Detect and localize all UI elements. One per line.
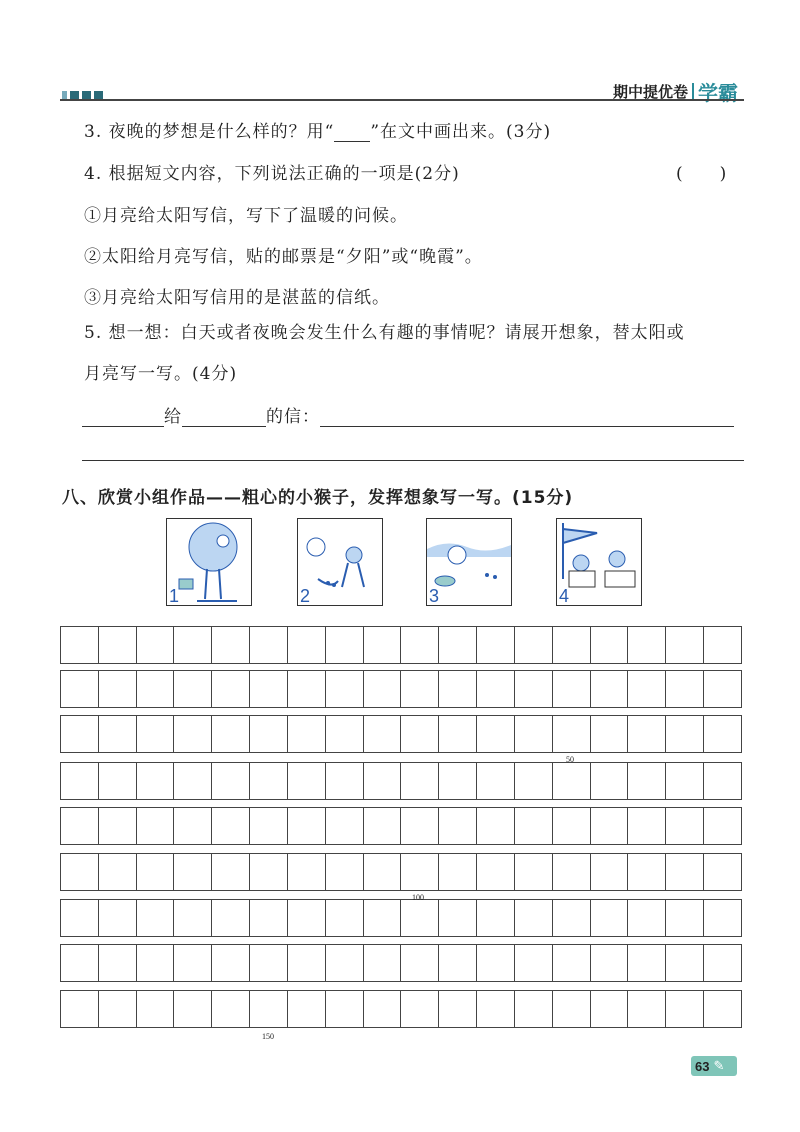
grid-cell[interactable] — [99, 991, 137, 1027]
grid-cell[interactable] — [174, 900, 212, 936]
marker-150: 150 — [262, 1032, 274, 1041]
grid-cell[interactable] — [401, 991, 439, 1027]
grid-cell[interactable] — [666, 763, 704, 799]
grid-cell[interactable] — [439, 763, 477, 799]
grid-cell[interactable] — [439, 671, 477, 707]
marker-50: 50 — [566, 755, 574, 764]
grid-cell[interactable] — [250, 808, 288, 844]
grid-cell[interactable] — [250, 854, 288, 890]
grid-cell[interactable] — [401, 945, 439, 981]
grid-cell[interactable] — [401, 808, 439, 844]
grid-cell[interactable] — [61, 716, 99, 752]
grid-cell[interactable] — [553, 716, 591, 752]
picture-3: 3 — [426, 518, 512, 606]
grid-cell[interactable] — [137, 627, 175, 663]
from-blank[interactable] — [82, 406, 164, 427]
grid-cell[interactable] — [288, 716, 326, 752]
grid-cell[interactable] — [477, 671, 515, 707]
grid-cell[interactable] — [401, 900, 439, 936]
grid-cell[interactable] — [553, 945, 591, 981]
option-1: ①月亮给太阳写信，写下了温暖的问候。 — [84, 206, 408, 226]
grid-row[interactable] — [60, 899, 742, 937]
grid-cell[interactable] — [628, 900, 666, 936]
grid-cell[interactable] — [174, 945, 212, 981]
grid-cell[interactable] — [174, 808, 212, 844]
grid-cell[interactable] — [628, 854, 666, 890]
grid-cell[interactable] — [666, 627, 704, 663]
grid-cell[interactable] — [591, 763, 629, 799]
grid-cell[interactable] — [61, 900, 99, 936]
grid-cell[interactable] — [61, 808, 99, 844]
grid-cell[interactable] — [364, 945, 402, 981]
grid-cell[interactable] — [704, 854, 741, 890]
grid-cell[interactable] — [477, 763, 515, 799]
grid-cell[interactable] — [666, 716, 704, 752]
grid-cell[interactable] — [666, 945, 704, 981]
grid-cell[interactable] — [174, 671, 212, 707]
grid-cell[interactable] — [212, 671, 250, 707]
grid-cell[interactable] — [326, 854, 364, 890]
grid-cell[interactable] — [288, 763, 326, 799]
grid-cell[interactable] — [212, 627, 250, 663]
grid-cell[interactable] — [515, 671, 553, 707]
grid-cell[interactable] — [99, 763, 137, 799]
grid-cell[interactable] — [212, 991, 250, 1027]
grid-cell[interactable] — [99, 671, 137, 707]
grid-cell[interactable] — [439, 854, 477, 890]
grid-cell[interactable] — [439, 716, 477, 752]
grid-cell[interactable] — [326, 991, 364, 1027]
grid-cell[interactable] — [288, 627, 326, 663]
grid-cell[interactable] — [628, 808, 666, 844]
grid-cell[interactable] — [704, 991, 741, 1027]
grid-cell[interactable] — [515, 808, 553, 844]
grid-cell[interactable] — [439, 945, 477, 981]
grid-cell[interactable] — [477, 900, 515, 936]
picture-1: 1 — [166, 518, 252, 606]
grid-cell[interactable] — [704, 808, 741, 844]
answer-line[interactable] — [82, 460, 744, 461]
grid-cell[interactable] — [628, 627, 666, 663]
grid-cell[interactable] — [628, 716, 666, 752]
marker-100: 100 — [412, 893, 424, 902]
grid-cell[interactable] — [288, 808, 326, 844]
grid-cell[interactable] — [628, 991, 666, 1027]
grid-cell[interactable] — [666, 671, 704, 707]
grid-cell[interactable] — [628, 945, 666, 981]
grid-cell[interactable] — [250, 945, 288, 981]
grid-cell[interactable] — [326, 763, 364, 799]
grid-cell[interactable] — [666, 808, 704, 844]
grid-cell[interactable] — [666, 854, 704, 890]
grid-cell[interactable] — [553, 991, 591, 1027]
grid-cell[interactable] — [553, 854, 591, 890]
grid-cell[interactable] — [515, 716, 553, 752]
grid-cell[interactable] — [288, 991, 326, 1027]
question-3: 3. 夜晚的梦想是什么样的？用“ ”在文中画出来。(3分) — [84, 122, 552, 142]
grid-cell[interactable] — [99, 900, 137, 936]
grid-cell[interactable] — [288, 854, 326, 890]
header-squares-icon — [62, 85, 106, 104]
grid-row[interactable] — [60, 670, 742, 708]
grid-cell[interactable] — [61, 945, 99, 981]
answer-bracket[interactable]: ( ) — [676, 164, 728, 184]
grid-cell[interactable] — [591, 671, 629, 707]
grid-cell[interactable] — [212, 900, 250, 936]
grid-cell[interactable] — [61, 854, 99, 890]
grid-cell[interactable] — [99, 716, 137, 752]
grid-cell[interactable] — [99, 808, 137, 844]
grid-cell[interactable] — [250, 627, 288, 663]
grid-cell[interactable] — [591, 716, 629, 752]
grid-cell[interactable] — [137, 808, 175, 844]
grid-cell[interactable] — [174, 854, 212, 890]
grid-cell[interactable] — [477, 945, 515, 981]
grid-cell[interactable] — [250, 716, 288, 752]
grid-cell[interactable] — [288, 900, 326, 936]
question-4: 4. 根据短文内容，下列说法正确的一项是(2分) — [84, 164, 460, 184]
grid-cell[interactable] — [704, 900, 741, 936]
grid-cell[interactable] — [439, 627, 477, 663]
page-number: 63 — [695, 1058, 710, 1074]
grid-cell[interactable] — [288, 671, 326, 707]
grid-cell[interactable] — [553, 627, 591, 663]
grid-cell[interactable] — [61, 763, 99, 799]
grid-cell[interactable] — [61, 671, 99, 707]
grid-row[interactable] — [60, 944, 742, 982]
grid-cell[interactable] — [364, 854, 402, 890]
grid-row[interactable] — [60, 853, 742, 891]
grid-cell[interactable] — [704, 763, 741, 799]
grid-cell[interactable] — [666, 991, 704, 1027]
grid-cell[interactable] — [326, 671, 364, 707]
grid-cell[interactable] — [174, 991, 212, 1027]
picture-4: 4 — [556, 518, 642, 606]
grid-cell[interactable] — [477, 808, 515, 844]
grid-cell[interactable] — [212, 808, 250, 844]
grid-cell[interactable] — [591, 854, 629, 890]
grid-cell[interactable] — [250, 671, 288, 707]
grid-cell[interactable] — [704, 671, 741, 707]
grid-cell[interactable] — [515, 854, 553, 890]
header-brand-logo: 学霸 — [698, 83, 738, 105]
grid-row[interactable] — [60, 762, 742, 800]
grid-cell[interactable] — [591, 945, 629, 981]
grid-row[interactable] — [60, 807, 742, 845]
grid-cell[interactable] — [250, 763, 288, 799]
grid-cell[interactable] — [591, 991, 629, 1027]
grid-cell[interactable] — [515, 945, 553, 981]
grid-cell[interactable] — [401, 763, 439, 799]
grid-cell[interactable] — [439, 991, 477, 1027]
grid-cell[interactable] — [99, 945, 137, 981]
grid-cell[interactable] — [401, 716, 439, 752]
grid-cell[interactable] — [704, 716, 741, 752]
grid-cell[interactable] — [250, 991, 288, 1027]
header-series: 期中提优卷 — [612, 84, 688, 101]
letter-line[interactable] — [320, 406, 734, 427]
grid-cell[interactable] — [401, 671, 439, 707]
grid-row[interactable] — [60, 626, 742, 664]
grid-cell[interactable] — [212, 763, 250, 799]
grid-cell[interactable] — [628, 671, 666, 707]
option-3: ③月亮给太阳写信用的是湛蓝的信纸。 — [84, 288, 390, 308]
picture-2: 2 — [297, 518, 383, 606]
grid-cell[interactable] — [666, 900, 704, 936]
grid-cell[interactable] — [515, 763, 553, 799]
grid-cell[interactable] — [553, 763, 591, 799]
grid-cell[interactable] — [364, 991, 402, 1027]
grid-cell[interactable] — [250, 900, 288, 936]
grid-cell[interactable] — [326, 945, 364, 981]
grid-cell[interactable] — [326, 808, 364, 844]
grid-cell[interactable] — [364, 808, 402, 844]
grid-cell[interactable] — [553, 671, 591, 707]
grid-cell[interactable] — [99, 854, 137, 890]
question-5-line1: 5. 想一想：白天或者夜晚会发生什么有趣的事情呢？请展开想象，替太阳或 — [84, 323, 685, 343]
grid-cell[interactable] — [591, 808, 629, 844]
grid-row[interactable] — [60, 715, 742, 753]
question-5-line2: 月亮写一写。(4分) — [84, 364, 238, 384]
grid-cell[interactable] — [137, 991, 175, 1027]
grid-cell[interactable] — [364, 763, 402, 799]
grid-cell[interactable] — [515, 900, 553, 936]
grid-cell[interactable] — [174, 627, 212, 663]
grid-cell[interactable] — [477, 991, 515, 1027]
grid-cell[interactable] — [137, 945, 175, 981]
grid-cell[interactable] — [591, 900, 629, 936]
grid-cell[interactable] — [477, 627, 515, 663]
pencil-icon: ✎ — [713, 1058, 725, 1074]
grid-row[interactable] — [60, 990, 742, 1028]
grid-cell[interactable] — [439, 900, 477, 936]
grid-cell[interactable] — [61, 991, 99, 1027]
grid-cell[interactable] — [401, 627, 439, 663]
grid-cell[interactable] — [137, 854, 175, 890]
grid-cell[interactable] — [364, 627, 402, 663]
grid-cell[interactable] — [364, 900, 402, 936]
grid-cell[interactable] — [364, 671, 402, 707]
grid-cell[interactable] — [553, 808, 591, 844]
grid-cell[interactable] — [477, 854, 515, 890]
grid-cell[interactable] — [288, 945, 326, 981]
grid-cell[interactable] — [515, 991, 553, 1027]
grid-cell[interactable] — [212, 716, 250, 752]
grid-cell[interactable] — [326, 716, 364, 752]
grid-cell[interactable] — [99, 627, 137, 663]
grid-cell[interactable] — [439, 808, 477, 844]
grid-cell[interactable] — [704, 627, 741, 663]
grid-cell[interactable] — [137, 671, 175, 707]
grid-cell[interactable] — [212, 854, 250, 890]
grid-cell[interactable] — [628, 763, 666, 799]
grid-cell[interactable] — [174, 716, 212, 752]
grid-cell[interactable] — [401, 854, 439, 890]
grid-cell[interactable] — [137, 716, 175, 752]
grid-cell[interactable] — [515, 627, 553, 663]
option-2: ②太阳给月亮写信，贴的邮票是“夕阳”或“晚霞”。 — [84, 247, 483, 267]
grid-cell[interactable] — [364, 716, 402, 752]
grid-cell[interactable] — [174, 763, 212, 799]
grid-cell[interactable] — [137, 900, 175, 936]
grid-cell[interactable] — [61, 627, 99, 663]
grid-cell[interactable] — [326, 627, 364, 663]
grid-cell[interactable] — [704, 945, 741, 981]
grid-cell[interactable] — [137, 763, 175, 799]
grid-cell[interactable] — [212, 945, 250, 981]
to-blank[interactable] — [182, 406, 266, 427]
grid-cell[interactable] — [326, 900, 364, 936]
grid-cell[interactable] — [553, 900, 591, 936]
letter-heading: 给 的信： — [82, 402, 734, 427]
section-8-title: 八、欣赏小组作品——粗心的小猴子，发挥想象写一写。(15分) — [62, 488, 574, 508]
grid-cell[interactable] — [591, 627, 629, 663]
grid-cell[interactable] — [477, 716, 515, 752]
